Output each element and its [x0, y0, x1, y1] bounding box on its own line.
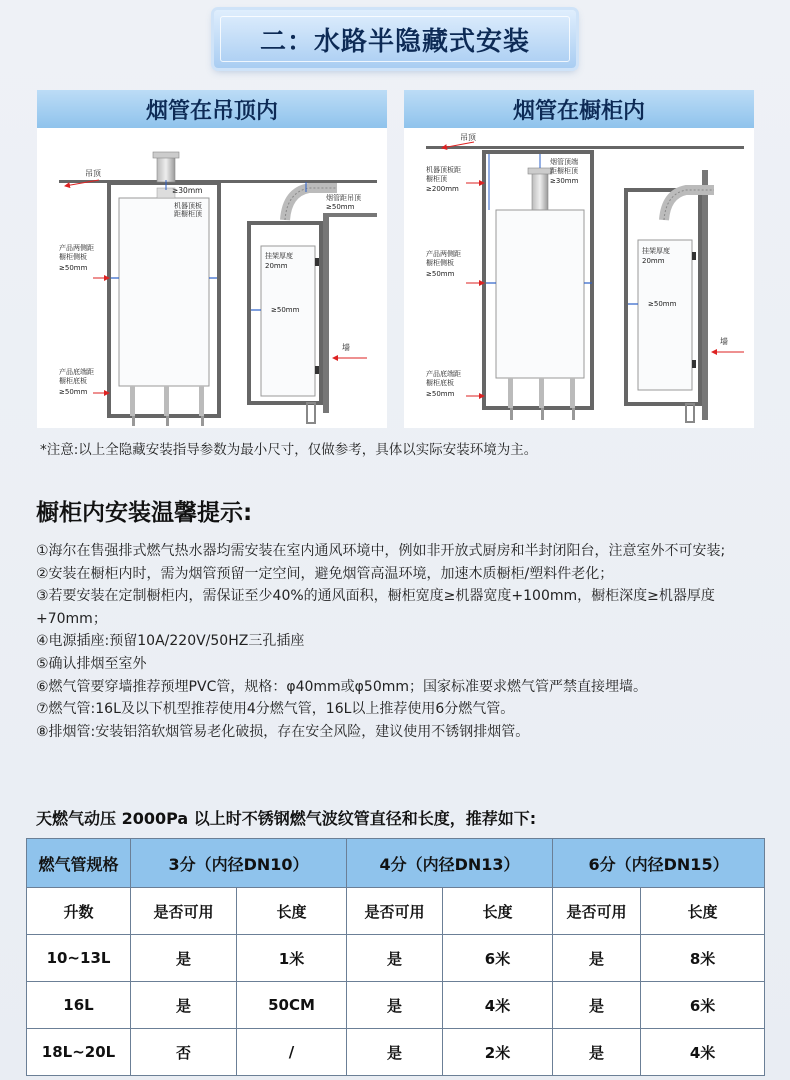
tip-item: ⑦燃气管:16L及以下机型推荐使用4分燃气管，16L以上推荐使用6分燃气管。	[36, 701, 515, 718]
svg-text:墙: 墙	[720, 337, 728, 346]
svg-text:≥30mm: ≥30mm	[550, 177, 579, 185]
table-cell: /	[237, 1029, 347, 1076]
svg-text:≥50mm: ≥50mm	[326, 203, 355, 211]
wall	[323, 213, 329, 413]
wall	[702, 170, 708, 420]
svg-text:挂架厚度: 挂架厚度	[642, 247, 670, 255]
subheader-cell: 长度	[237, 888, 347, 935]
svg-text:橱柜侧板: 橱柜侧板	[426, 259, 454, 267]
svg-text:橱柜底板: 橱柜底板	[426, 379, 454, 387]
tip-item: ⑤确认排烟至室外	[36, 655, 147, 672]
subheader-cell: 是否可用	[553, 888, 641, 935]
install-diagram-cabinet	[404, 128, 754, 428]
panel-ceiling-flue	[37, 90, 387, 428]
subheader-cell: 是否可用	[131, 888, 237, 935]
panel-title: 烟管在橱柜内	[404, 90, 754, 128]
table-cell: 是	[131, 982, 237, 1029]
svg-text:橱柜侧板: 橱柜侧板	[59, 253, 87, 261]
tips-title: 橱柜内安装温馨提示:	[36, 500, 253, 526]
svg-text:≥50mm: ≥50mm	[426, 390, 455, 398]
table-cell: 16L	[27, 982, 131, 1029]
table-cell: 4米	[641, 1029, 765, 1076]
tips-list	[36, 540, 766, 743]
svg-text:产品底端距: 产品底端距	[426, 370, 461, 378]
water-heater	[119, 198, 209, 386]
table-cell: 是	[553, 935, 641, 982]
ceiling-label: 吊顶	[85, 169, 101, 178]
subheader-cell: 长度	[641, 888, 765, 935]
svg-text:烟管距吊顶: 烟管距吊顶	[326, 194, 361, 202]
svg-text:≥200mm: ≥200mm	[426, 185, 459, 193]
table-cell: 是	[347, 982, 443, 1029]
flue-pipe	[532, 172, 548, 210]
svg-text:产品底端距: 产品底端距	[59, 368, 94, 376]
svg-text:≥50mm: ≥50mm	[59, 388, 88, 396]
svg-text:≥50mm: ≥50mm	[648, 300, 677, 308]
panel-cabinet-flue	[404, 90, 754, 428]
svg-text:20mm: 20mm	[642, 257, 665, 265]
table-cell: 18L~20L	[27, 1029, 131, 1076]
install-diagram-ceiling	[37, 128, 387, 428]
table-cell: 是	[553, 1029, 641, 1076]
svg-text:吊顶: 吊顶	[460, 133, 476, 142]
table-subheader-row	[27, 888, 765, 935]
svg-text:距橱柜顶: 距橱柜顶	[550, 167, 578, 175]
header-cell: 4分（内径DN13）	[347, 839, 553, 888]
svg-text:≥50mm: ≥50mm	[271, 306, 300, 314]
table-cell: 是	[347, 1029, 443, 1076]
gas-pipe-spec-table	[26, 838, 765, 1076]
table-cell: 6米	[641, 982, 765, 1029]
tip-item: ②安装在橱柜内时，需为烟管预留一定空间，避免烟管高温环境，加速木质橱柜/塑料件老化；	[36, 565, 614, 582]
svg-text:机器顶板: 机器顶板	[174, 202, 202, 210]
tip-item: ③若要安装在定制橱柜内，需保证至少40%的通风面积，橱柜宽度≥机器宽度+100mm，橱柜深度≥机器厚度+70mm；	[36, 588, 715, 627]
svg-text:≥50mm: ≥50mm	[59, 264, 88, 272]
table-cell: 2米	[443, 1029, 553, 1076]
table-cell: 8米	[641, 935, 765, 982]
top-gap-label: ≥30mm	[172, 186, 203, 195]
table-cell: 否	[131, 1029, 237, 1076]
table-cell: 1米	[237, 935, 347, 982]
ceiling-line	[426, 146, 744, 149]
svg-text:挂架厚度: 挂架厚度	[265, 252, 293, 260]
subheader-cell: 升数	[27, 888, 131, 935]
table-cell: 10~13L	[27, 935, 131, 982]
table-cell: 6米	[443, 935, 553, 982]
table-cell: 4米	[443, 982, 553, 1029]
section-banner	[214, 10, 576, 68]
section-title: 二：水路半隐藏式安装	[259, 26, 530, 57]
table-cell: 是	[553, 982, 641, 1029]
subheader-cell: 是否可用	[347, 888, 443, 935]
table-row	[27, 982, 765, 1029]
header-cell: 燃气管规格	[27, 839, 131, 888]
header-cell: 3分（内径DN10）	[131, 839, 347, 888]
table-row	[27, 935, 765, 982]
table-title: 天燃气动压 2000Pa 以上时不锈钢燃气波纹管直径和长度，推荐如下:	[36, 809, 537, 828]
flue-pipe	[157, 156, 175, 182]
subheader-cell: 长度	[443, 888, 553, 935]
panel-title: 烟管在吊顶内	[37, 90, 387, 128]
svg-text:20mm: 20mm	[265, 262, 288, 270]
svg-text:橱柜底板: 橱柜底板	[59, 377, 87, 385]
svg-text:距橱柜顶: 距橱柜顶	[174, 210, 202, 218]
table-row	[27, 1029, 765, 1076]
header-cell: 6分（内径DN15）	[553, 839, 765, 888]
svg-text:烟管顶端: 烟管顶端	[550, 158, 578, 166]
table-cell: 是	[347, 935, 443, 982]
svg-text:产品两侧距: 产品两侧距	[426, 250, 461, 258]
svg-text:≥50mm: ≥50mm	[426, 270, 455, 278]
tip-item: ⑧排烟管:安装铝箔软烟管易老化破损，存在安全风险，建议使用不锈钢排烟管。	[36, 723, 530, 740]
svg-text:橱柜顶: 橱柜顶	[426, 175, 447, 183]
svg-text:墙: 墙	[342, 343, 350, 352]
tip-item: ⑥燃气管要穿墙推荐预埋PVC管，规格：φ40mm或φ50mm；国家标准要求燃气管严禁直接埋墙。	[36, 678, 647, 695]
table-header-row	[27, 839, 765, 888]
water-heater	[496, 210, 584, 378]
install-note: *注意:以上全隐藏安装指导参数为最小尺寸，仅做参考，具体以实际安装环境为主。	[40, 442, 538, 458]
table-cell: 是	[131, 935, 237, 982]
table-cell: 50CM	[237, 982, 347, 1029]
tip-item: ①海尔在售强排式燃气热水器均需安装在室内通风环境中，例如非开放式厨房和半封闭阳台，注意室外不可安装;	[36, 543, 726, 559]
tip-item: ④电源插座:预留10A/220V/50HZ三孔插座	[36, 633, 305, 650]
svg-text:机器顶板距: 机器顶板距	[426, 166, 461, 174]
svg-text:产品两侧距: 产品两侧距	[59, 244, 94, 252]
